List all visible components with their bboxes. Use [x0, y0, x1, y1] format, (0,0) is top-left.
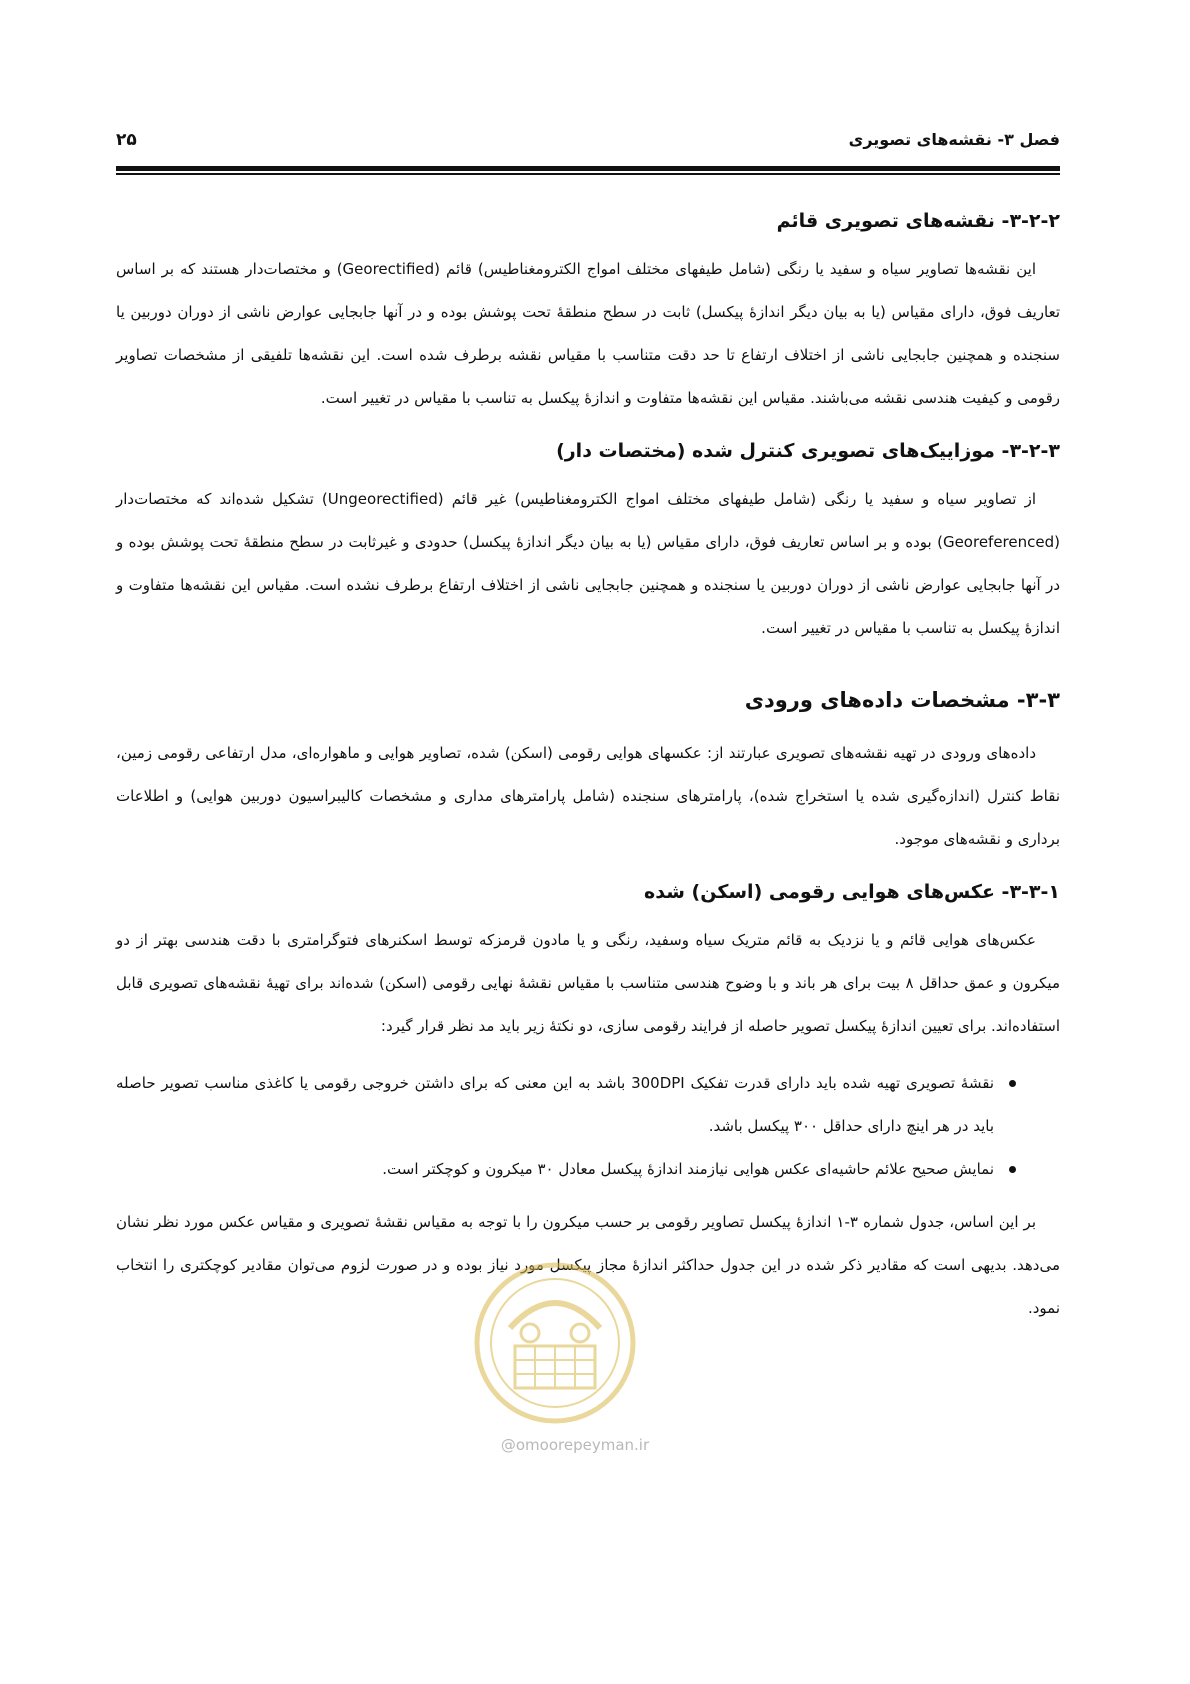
list-item: [116, 1148, 1020, 1191]
header-rule-thick: [116, 166, 1060, 171]
section-heading-input-data: ۳-۳- مشخصات داده‌های ورودی: [744, 688, 1060, 712]
subsection-heading-controlled-mosaics: ۳-۲-۳- موزاییک‌های تصویری کنترل شده (مختصات دار): [556, 440, 1060, 462]
subsection-heading-orthophoto-maps: ۳-۲-۲- نقشه‌های تصویری قائم: [776, 210, 1060, 232]
paragraph-orthophoto-maps: این نقشه‌ها تصاویر سیاه و سفید یا رنگی (شامل طیفهای مختلف امواج الکترومغناطیس) قائم (Georectified) و مختصات‌دار هستند که بر اساس تعاریف فوق، دارای مقیاس (یا به بیان دیگر اندازهٔ پیکسل) ثابت در سطح منطقهٔ تحت پوشش بوده و در آنها جابجایی عوارض ناشی از دوران دوربین یا سنجنده و همچنین جابجایی ناشی از اختلاف ارتفاع تا حد دقت متناسب با مقیاس نقشه برطرف شده است. این نقشه‌ها تلفیقی از مشخصات تصاویر رقومی و کیفیت هندسی نقشه می‌باشند. مقیاس این نقشه‌ها متفاوت و اندازهٔ پیکسل به تناسب با مقیاس در تغییر است.: [116, 260, 1060, 407]
header-rule-thin: [116, 173, 1060, 175]
subsection-heading-scanned-photos: ۳-۳-۱- عکس‌های هوایی رقومی (اسکن) شده: [644, 881, 1060, 903]
list-item: [116, 1062, 1020, 1148]
watermark-logo-icon: [470, 1258, 640, 1428]
page-number: ۲۵: [116, 130, 137, 150]
watermark-url: @omoorepeyman.ir: [500, 1436, 650, 1454]
paragraph-controlled-mosaics: از تصاویر سیاه و سفید یا رنگی (شامل طیفهای مختلف امواج الکترومغناطیس) غیر قائم (Ungeorectified) تشکیل شده‌اند که مختصات‌دار (Georeferenced) بوده و بر اساس تعاریف فوق، دارای مقیاس (یا به بیان دیگر اندازهٔ پیکسل) حدودی و غیرثابت در سطح منطقهٔ تحت پوشش بوده و در آنها جابجایی عوارض ناشی از دوران دوربین یا سنجنده و همچنین جابجایی ناشی از اختلاف ارتفاع برطرف نشده است. مقیاس این نقشه‌ها متفاوت و اندازهٔ پیکسل به تناسب با مقیاس در تغییر است.: [116, 490, 1060, 637]
paragraph-input-data: داده‌های ورودی در تهیه نقشه‌های تصویری عبارتند از: عکسهای هوایی رقومی (اسکن) شده، تصاویر هوایی و ماهواره‌ای، مدل ارتفاعی رقومی زمین، نقاط کنترل (اندازه‌گیری شده یا استخراج شده)، پارامترهای سنجنده (شامل پارامترهای مداری و مشخصات کالیبراسیون دوربین هوایی) و اطلاعات برداری و نقشه‌های موجود.: [116, 744, 1060, 848]
paragraph-pixel-size-table-note: بر این اساس، جدول شماره ۳-۱ اندازهٔ پیکسل تصاویر رقومی بر حسب میکرون را با توجه به مقیاس نقشهٔ تصویری و مقیاس عکس مورد نظر نشان می‌دهد. بدیهی است که مقادیر ذکر شده در این جدول حداکثر اندازهٔ مجاز پیکسل مورد نیاز بوده و در صورت لزوم می‌توان مقادیر کوچکتری را انتخاب نمود.: [116, 1213, 1060, 1317]
bullet-icon: [1009, 1166, 1016, 1173]
chapter-title: فصل ۳- نقشه‌های تصویری: [848, 130, 1060, 149]
list-item-text: نقشهٔ تصویری تهیه شده باید دارای قدرت تفکیک 300DPI باشد به این معنی که برای داشتن خروجی رقومی یا کاغذی مناسب تصویر حاصله باید در هر اینچ دارای حداقل ۳۰۰ پیکسل باشد.: [116, 1074, 994, 1135]
list-item-text: نمایش صحیح علائم حاشیه‌ای عکس هوایی نیازمند اندازهٔ پیکسل معادل ۳۰ میکرون و کوچکتر است.: [382, 1160, 994, 1178]
paragraph-scanned-photos: عکس‌های هوایی قائم و یا نزدیک به قائم متریک سیاه وسفید، رنگی و یا مادون قرمزکه توسط اسکنرهای فتوگرامتری با دقت هندسی بهتر از دو میکرون و عمق حداقل ۸ بیت برای هر باند و با وضوح هندسی متناسب با مقیاس نقشهٔ نهایی رقومی (اسکن) شده‌اند برای تهیهٔ نقشه‌های تصویری قابل استفاده‌اند. برای تعیین اندازهٔ پیکسل تصویر حاصله از فرایند رقومی سازی، دو نکتهٔ زیر باید مد نظر قرار گیرد:: [116, 931, 1060, 1035]
bullet-list: [116, 1062, 1060, 1191]
bullet-icon: [1009, 1080, 1016, 1087]
page-content: [116, 210, 1060, 1350]
running-header: [116, 128, 1060, 158]
